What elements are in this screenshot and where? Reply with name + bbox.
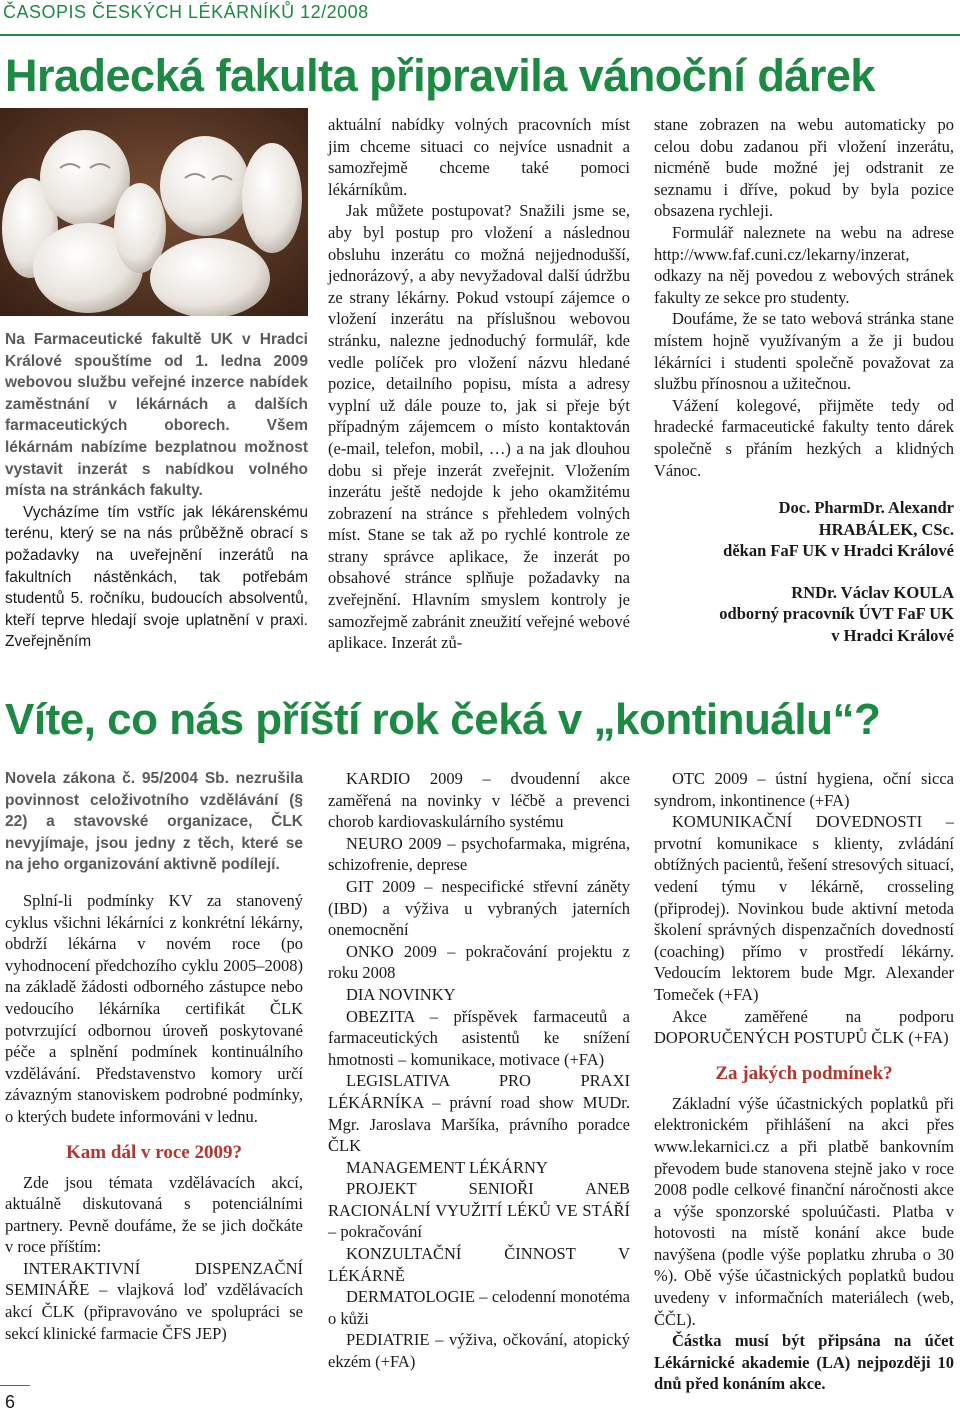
course-item: DIA NOVINKY [346, 984, 456, 1004]
payment-deadline-note: Částka musí být připsána na účet Lékárnické akademie (LA) nejpozději 10 dnů před konáním akce. [654, 1331, 954, 1394]
course-item: KARDIO 2009 – dvoudenní akce zaměřená na novinky v léčbě a prevenci chorob kardiovaskulárního systému [328, 769, 630, 832]
article-1-paragraph: Vážení kolegové, přijměte tedy od hradecké farmaceutické fakulty tento dárek společně s přáním hezkých a klidných Vánoc. [654, 395, 954, 480]
course-item: ONKO 2009 – pokračování projektu z roku 2008 [328, 941, 630, 983]
article-1-paragraph: Vycházíme tím vstříc jak lékárenskému terénu, který se na nás průběžně obrací s požadavky na uveřejnění inzerátů na fakultních nástěnkách, tak potřebám studentů 5. ročníku, budoucích absolventů, kteří teprve hledají svoje uplatnění v praxi. Zveřejněním [5, 503, 308, 651]
article-1-lead: Na Farmaceutické fakultě UK v Hradci Králové spouštíme od 1. ledna 2009 webovou službu veřejné inzerce nabídek zaměstnání v lékárnách a dalších farmaceutických oborech. Všem lékárnám nabízíme bezplatnou možnost vystavit inzerát s nabídkou volného místa na stránkách fakulty. [5, 331, 308, 500]
article-2-lead: Novela zákona č. 95/2004 Sb. nezrušila povinnost celoživotního vzdělávání (§ 22) a stavovské organizace, ČLK nevyjímaje, jsou jedny z těch, které se na jeho organizování aktivně podílejí. [5, 770, 303, 874]
article-1-paragraph: Doufáme, že se tato webová stránka stane místem hojně využívaným a že ji budou lékárníci i studenti společně považovat za službu přínosnou a užitečnou. [654, 309, 954, 394]
article-title-2: Víte, co nás příští rok čeká v „kontinuálu“? [5, 695, 881, 744]
footer-rule [0, 1385, 30, 1386]
header-rule [0, 34, 960, 36]
article-2-column-2 [328, 768, 630, 1373]
article-1-paragraph: aktuální nabídky volných pracovních míst jim chceme situaci co nejvíce usnadnit a samozřejmě chceme také pomoci lékárníkům. [328, 115, 630, 199]
article-2-paragraph: INTERAKTIVNÍ DISPENZAČNÍ SEMINÁŘE – vlajková loď vzdělávacích akcí ČLK (připravováno ve spolupráci se sekcí klinické farmacie ČFS JEP) [5, 1258, 303, 1343]
signature-line: Doc. PharmDr. Alexandr [778, 498, 954, 518]
signature-line: HRABÁLEK, CSc. [818, 519, 954, 539]
article-2-paragraph: Splní-li podmínky KV za stanovený cyklus všichni lékárníci z konkrétní lékárny, obdrží lékárna v novém roce (po vyhodnocení předchozího cyklu 2005–2008) na základě žádosti odborného zástupce nebo vedoucího lékárníka certifikát ČLK potvrzující odbornou úroveň poskytované péče a splnění podmínek kontinuálního vzdělávání. Představenstvo komory určí závazným stanoviskem podrobné podmínky, o kterých budete informováni v lednu. [5, 890, 303, 1126]
course-item: PROJEKT SENIOŘI ANEB RACIONÁLNÍ VYUŽITÍ LÉKŮ VE STÁŘÍ – pokračování [328, 1179, 630, 1242]
course-item: OBEZITA – příspěvek farmaceutů a farmaceutických asistentů ke snížení hmotnosti – komunikace, motivace (+FA) [328, 1006, 630, 1069]
subheading-za-jakych-podminek: Za jakých podmínek? [715, 1062, 893, 1084]
article-1-column-3 [654, 114, 954, 647]
signature-line: děkan FaF UK v Hradci Králové [723, 541, 954, 561]
course-item: Akce zaměřené na podporu DOPORUČENÝCH POSTUPŮ ČLK (+FA) [654, 1006, 954, 1048]
signature-koula [654, 582, 954, 647]
course-item: OTC 2009 – ústní hygiena, oční sicca syndrom, inkontinence (+FA) [654, 769, 954, 810]
course-item: DERMATOLOGIE – celodenní monotéma o kůži [328, 1287, 630, 1328]
article-1-paragraph: stane zobrazen na webu automaticky po celou dobu zadanou při vložení inzerátu, nicméně bude možné jej odstranit ze seznamu i dříve, pokud by byla pozice obsazena rychleji. [654, 115, 954, 221]
signature-line: odborný pracovník ÚVT FaF UK [719, 604, 954, 624]
signature-line: RNDr. Václav KOULA [791, 582, 954, 602]
signature-dean [654, 497, 954, 562]
article-2-column-1 [5, 768, 303, 1344]
article-1-paragraph: Jak můžete postupovat? Snažili jsme se, aby byl postup pro vložení a následnou obsluhu inzerátu co možná nejjednodušší, jednorázový, a aby nevyžadoval další údržbu ze strany lékárny. Pokud vstoupí zájemce o vložení inzerátu na příslušnou webovou stránku, nalezne jednoduchý formulář, kde vedle políček pro vložení názvu hledané pozice, detailního popisu, místa a adresy vyplní už dále pouze to, jak si přeje být případným zájemcem o místo kontaktován (e-mail, telefon, mobil, …) a na jak dlouhou dobu si přeje inzerát zveřejnit. Vložením inzerátu ještě nedojde k jeho okamžitému zobrazení na stránce s přehledem volných míst. Stane se tak až po rychlé kontrole ze strany správce aplikace, že inzerát po obsahové stránce splňuje požadavky na zveřejnění. Hlavním smyslem kontroly je samozřejmě zabránit zneužití veřejné webové aplikace. Inzerát zů- [328, 201, 630, 653]
article-2-paragraph: Základní výše účastnických poplatků při elektronickém přihlášení na akci přes www.lekarnici.cz a při platbě bankovním převodem bude stanovena stejně jako v roce 2008 podle celkové finanční náročnosti akce a výše sponzorské spoluúčasti. Platba v hotovosti na místě konání akce bude navýšena (podle výše poplatku zhruba o 30 %). Obě výše účastnických poplatků budou uvedeny v informačních materiálech (web, ČČL). [654, 1093, 954, 1329]
course-item: KOMUNIKAČNÍ DOVEDNOSTI – prvotní komunikace s klienty, zvládání obtížných pacientů, řešení stresových situací, vedení týmu v lékárně, crosseling (připrodej). Novinkou bude aktivní metoda školení správných dispenzačních dovedností (coaching) přímo v prostředí lékárny. Vedoucím lektorem bude Mgr. Alexander Tomeček (+FA) [654, 812, 954, 1004]
article-2-column-3 [654, 768, 954, 1395]
article-title-1: Hradecká fakulta připravila vánoční dárek [5, 50, 875, 101]
course-item: KONZULTAČNÍ ČINNOST V LÉKÁRNĚ [328, 1244, 630, 1285]
article-1-paragraph: Formulář naleznete na webu na adrese http://www.faf.cuni.cz/lekarny/inzerat, odkazy na něj povedou z webových stránek fakulty ze sekce pro studenty. [654, 222, 954, 307]
angel-figurines-photo [0, 108, 308, 316]
course-item: NEURO 2009 – psychofarmaka, migréna, schizofrenie, deprese [328, 833, 630, 875]
article-1-column-2 [328, 114, 630, 654]
course-item: GIT 2009 – nespecifické střevní záněty (IBD) a výživa u vybraných jaterních onemocnění [328, 876, 630, 940]
course-item: LEGISLATIVA PRO PRAXI LÉKÁRNÍKA – právní road show MUDr. Mgr. Jaroslava Maršíka, právního poradce ČLK [328, 1071, 630, 1156]
signature-line: v Hradci Králové [831, 626, 954, 646]
course-item: MANAGEMENT LÉKÁRNY [346, 1157, 548, 1177]
article-1-column-1 [5, 329, 308, 653]
article-2-paragraph: Zde jsou témata vzdělávacích akcí, aktuálně diskutovaná s potenciálními partnery. Pevně doufáme, že se jich dočkáte v roce příštím: [5, 1172, 303, 1257]
course-item: PEDIATRIE – výživa, očkování, atopický ekzém (+FA) [328, 1330, 630, 1372]
subheading-kam-dal: Kam dál v roce 2009? [66, 1141, 242, 1163]
journal-header: ČASOPIS ČESKÝCH LÉKÁRNÍKŮ 12/2008 [3, 2, 369, 22]
page-number: 6 [5, 1392, 16, 1412]
